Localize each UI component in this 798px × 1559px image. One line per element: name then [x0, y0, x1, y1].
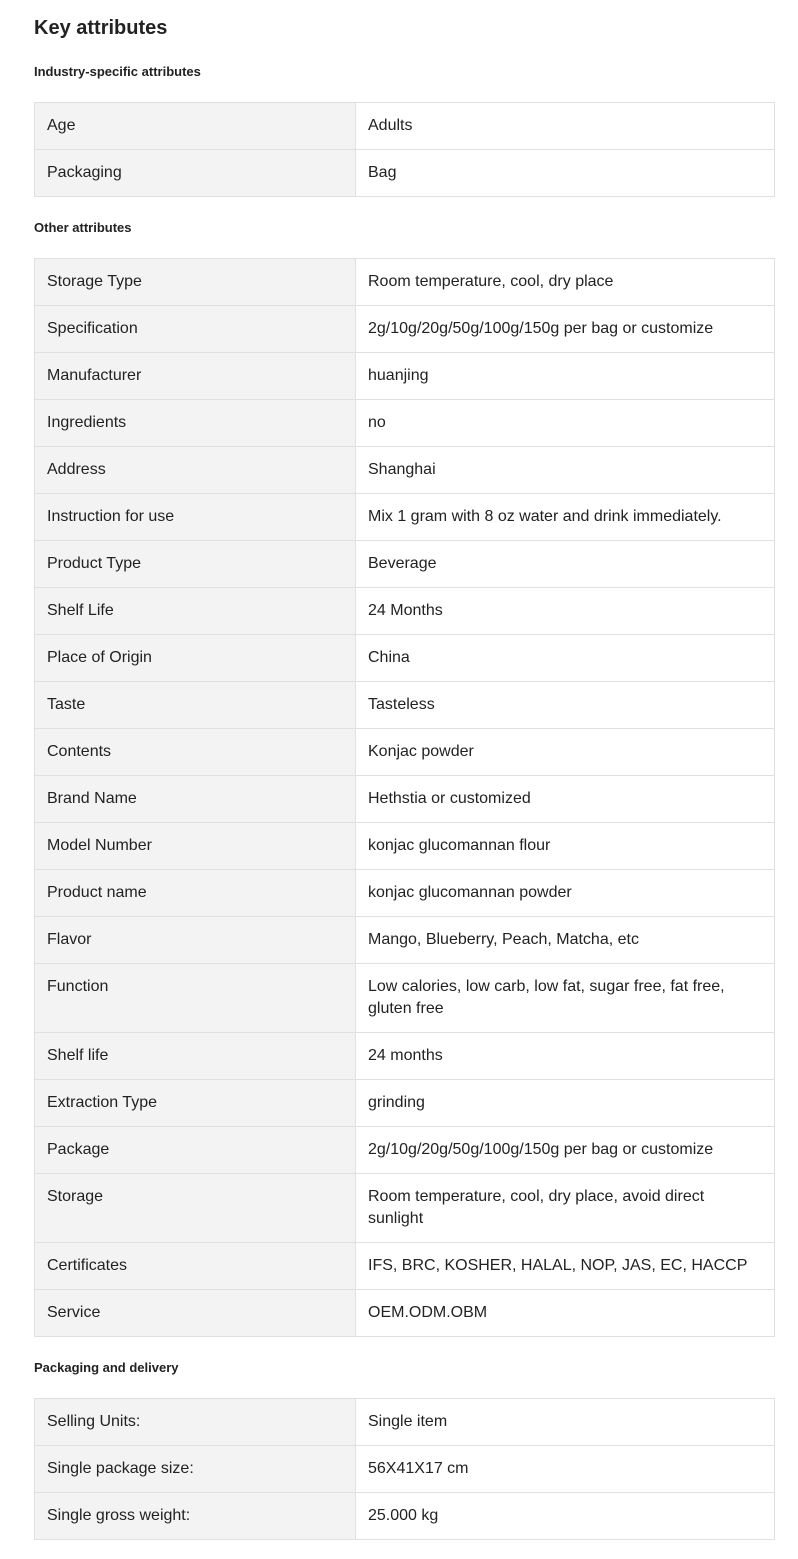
attribute-label: Packaging: [35, 150, 356, 197]
attribute-label: Address: [35, 447, 356, 494]
attribute-value: 24 Months: [356, 588, 775, 635]
table-row: [35, 776, 775, 823]
attribute-value: 2g/10g/20g/50g/100g/150g per bag or customize: [356, 1127, 775, 1174]
table-row: [35, 1174, 775, 1243]
table-row: [35, 588, 775, 635]
table-row: [35, 870, 775, 917]
table-row: [35, 1080, 775, 1127]
industry-attributes-table: [34, 102, 775, 197]
table-row: [35, 306, 775, 353]
table-row: [35, 917, 775, 964]
attribute-value: Single item: [356, 1399, 775, 1446]
attribute-label: Function: [35, 964, 356, 1033]
table-row: [35, 729, 775, 776]
table-row: [35, 1127, 775, 1174]
attribute-value: grinding: [356, 1080, 775, 1127]
table-row: [35, 1493, 775, 1540]
table-row: [35, 103, 775, 150]
attribute-value: Bag: [356, 150, 775, 197]
attribute-label: Extraction Type: [35, 1080, 356, 1127]
section-heading-packaging-delivery: Packaging and delivery: [34, 1360, 179, 1375]
table-row: [35, 1399, 775, 1446]
table-row: [35, 635, 775, 682]
attribute-value: Adults: [356, 103, 775, 150]
attribute-label: Storage Type: [35, 259, 356, 306]
table-row: [35, 541, 775, 588]
packaging-delivery-table: [34, 1398, 775, 1540]
attribute-value: Shanghai: [356, 447, 775, 494]
attribute-label: Service: [35, 1290, 356, 1337]
attribute-value: IFS, BRC, KOSHER, HALAL, NOP, JAS, EC, HACCP: [356, 1243, 775, 1290]
table-row: [35, 1033, 775, 1080]
attribute-label: Single package size:: [35, 1446, 356, 1493]
table-row: [35, 150, 775, 197]
attribute-label: Taste: [35, 682, 356, 729]
other-attributes-table: [34, 258, 775, 1337]
attribute-value: Beverage: [356, 541, 775, 588]
section-heading-industry: Industry-specific attributes: [34, 64, 201, 79]
attribute-value: konjac glucomannan powder: [356, 870, 775, 917]
attribute-value: Low calories, low carb, low fat, sugar free, fat free, gluten free: [356, 964, 775, 1033]
attribute-label: Storage: [35, 1174, 356, 1243]
table-row: [35, 1290, 775, 1337]
attribute-label: Selling Units:: [35, 1399, 356, 1446]
section-heading-other: Other attributes: [34, 220, 132, 235]
attribute-label: Product name: [35, 870, 356, 917]
attribute-value: konjac glucomannan flour: [356, 823, 775, 870]
table-row: [35, 494, 775, 541]
attribute-label: Product Type: [35, 541, 356, 588]
attribute-label: Specification: [35, 306, 356, 353]
attribute-value: huanjing: [356, 353, 775, 400]
attribute-value: no: [356, 400, 775, 447]
attribute-value: Room temperature, cool, dry place: [356, 259, 775, 306]
attribute-label: Contents: [35, 729, 356, 776]
attribute-value: Room temperature, cool, dry place, avoid direct sunlight: [356, 1174, 775, 1243]
attribute-label: Package: [35, 1127, 356, 1174]
attribute-label: Model Number: [35, 823, 356, 870]
attribute-value: Tasteless: [356, 682, 775, 729]
table-row: [35, 447, 775, 494]
table-row: [35, 1243, 775, 1290]
attribute-label: Certificates: [35, 1243, 356, 1290]
attribute-value: Hethstia or customized: [356, 776, 775, 823]
page-title: Key attributes: [34, 17, 168, 39]
attribute-value: 25.000 kg: [356, 1493, 775, 1540]
attribute-label: Shelf life: [35, 1033, 356, 1080]
table-row: [35, 964, 775, 1033]
attribute-value: 56X41X17 cm: [356, 1446, 775, 1493]
attribute-value: 2g/10g/20g/50g/100g/150g per bag or customize: [356, 306, 775, 353]
attribute-label: Manufacturer: [35, 353, 356, 400]
attribute-label: Flavor: [35, 917, 356, 964]
attribute-label: Place of Origin: [35, 635, 356, 682]
attribute-value: Mix 1 gram with 8 oz water and drink immediately.: [356, 494, 775, 541]
attribute-label: Age: [35, 103, 356, 150]
table-row: [35, 1446, 775, 1493]
table-row: [35, 353, 775, 400]
table-row: [35, 682, 775, 729]
attribute-value: China: [356, 635, 775, 682]
table-row: [35, 400, 775, 447]
attribute-value: Mango, Blueberry, Peach, Matcha, etc: [356, 917, 775, 964]
attribute-value: 24 months: [356, 1033, 775, 1080]
attribute-value: Konjac powder: [356, 729, 775, 776]
table-row: [35, 823, 775, 870]
attribute-label: Shelf Life: [35, 588, 356, 635]
attribute-label: Brand Name: [35, 776, 356, 823]
attribute-label: Ingredients: [35, 400, 356, 447]
attribute-label: Single gross weight:: [35, 1493, 356, 1540]
attribute-label: Instruction for use: [35, 494, 356, 541]
table-row: [35, 259, 775, 306]
attribute-value: OEM.ODM.OBM: [356, 1290, 775, 1337]
